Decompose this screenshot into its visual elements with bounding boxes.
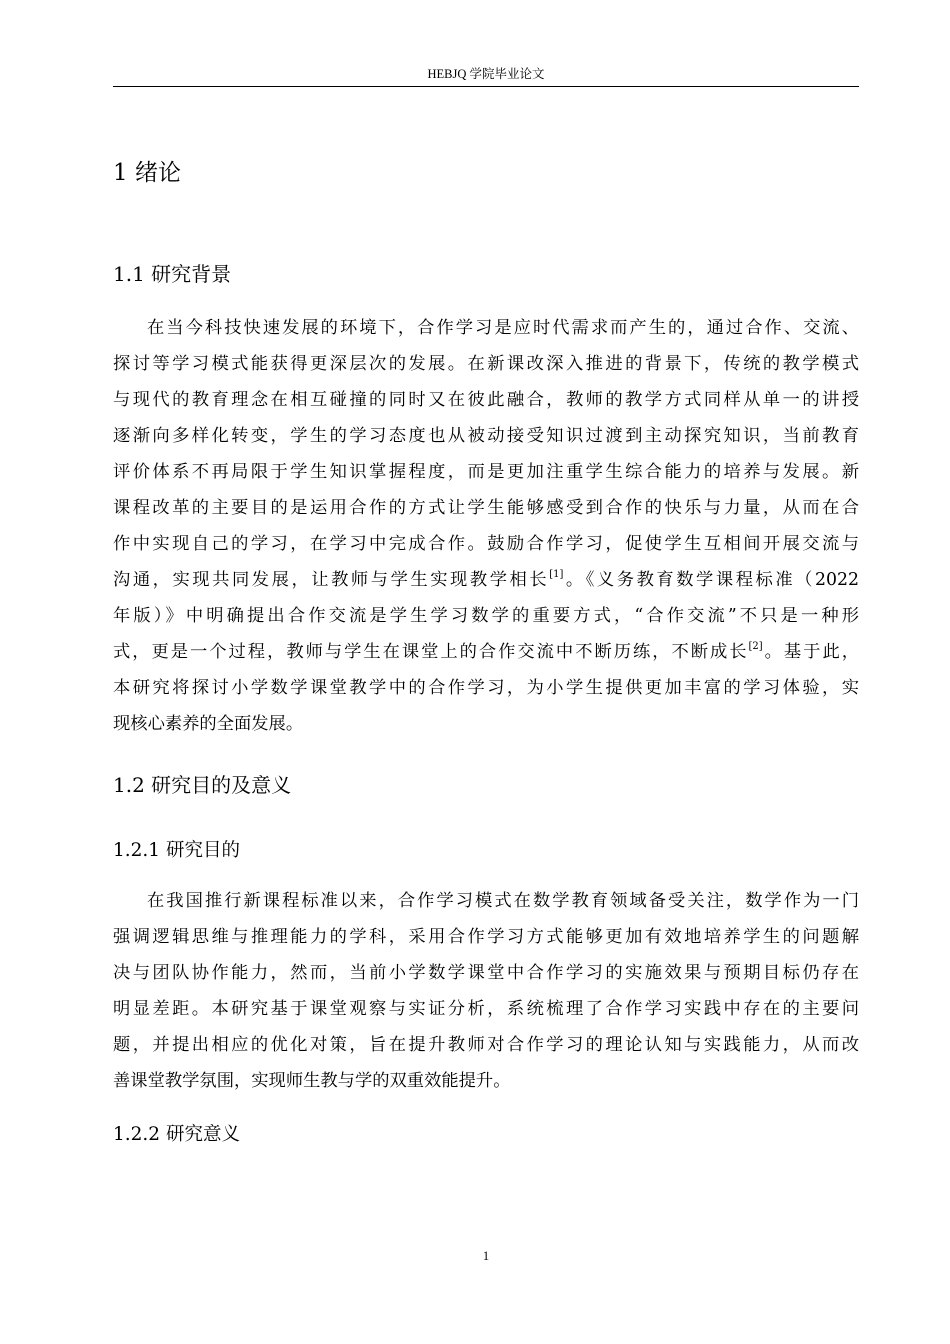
line-text: 。基于此， [762,642,859,662]
paragraph-line: 年版）》中明确提出合作交流是学生学习数学的重要方式，“合作交流”不只是一种形 [113,606,859,626]
line-text: 式，更是一个过程，教师与学生在课堂上的合作交流中不断历练，不断成长 [113,642,749,662]
section-1-1-title: 1.1 研究背景 [113,262,232,286]
paragraph-line: 与现代的教育理念在相互碰撞的同时又在彼此融合，教师的教学方式同样从单一的讲授 [113,390,859,410]
section-1-1-paragraph [113,310,859,742]
paragraph-line: 作中实现自己的学习，在学习中完成合作。鼓励合作学习，促使学生互相间开展交流与 [113,534,859,554]
header-rule [113,86,859,87]
section-1-2-2-title: 1.2.2 研究意义 [113,1124,240,1145]
citation-ref-2[interactable]: [2] [748,641,763,652]
line-text: 。《义务教育数学课程标准（2022 [563,570,859,590]
chapter-title: 1 绪论 [113,160,181,186]
paragraph-line: 逐渐向多样化转变，学生的学习态度也从被动接受知识过渡到主动探究知识，当前教育 [113,426,859,446]
citation-ref-1[interactable]: [1] [549,569,564,580]
paragraph-line: 决与团队协作能力，然而，当前小学数学课堂中合作学习的实施效果与预期目标仍存在 [113,963,859,983]
paragraph-line: 探讨等学习模式能获得更深层次的发展。在新课改深入推进的背景下，传统的教学模式 [113,354,859,374]
paragraph-line: 评价体系不再局限于学生知识掌握程度，而是更加注重学生综合能力的培养与发展。新 [113,462,859,482]
paragraph-line: 明显差距。本研究基于课堂观察与实证分析，系统梳理了合作学习实践中存在的主要问 [113,999,859,1019]
line-text: 沟通，实现共同发展，让教师与学生实现教学相长 [113,570,550,590]
paragraph-line: 善课堂教学氛围，实现师生教与学的双重效能提升。 [113,1071,511,1091]
page-number: 1 [482,1249,490,1263]
paragraph-line-with-citation [113,634,859,670]
section-1-2-title: 1.2 研究目的及意义 [113,773,292,797]
section-1-2-1-paragraph [113,883,859,1099]
paragraph-line-with-citation [113,562,859,598]
paragraph-line: 本研究将探讨小学数学课堂教学中的合作学习，为小学生提供更加丰富的学习体验，实 [113,678,859,698]
paragraph-line: 现核心素养的全面发展。 [113,714,304,734]
paragraph-line: 课程改革的主要目的是运用合作的方式让学生能够感受到合作的快乐与力量，从而在合 [113,498,859,518]
paragraph-line: 强调逻辑思维与推理能力的学科，采用合作学习方式能够更加有效地培养学生的问题解 [113,927,859,947]
paragraph-line: 题，并提出相应的优化对策，旨在提升教师对合作学习的理论认知与实践能力，从而改 [113,1035,859,1055]
running-header: HEBJQ 学院毕业论文 [427,67,545,81]
paragraph-line: 在当今科技快速发展的环境下，合作学习是应时代需求而产生的，通过合作、交流、 [147,318,859,338]
paragraph-line: 在我国推行新课程标准以来，合作学习模式在数学教育领域备受关注，数学作为一门 [147,891,859,911]
section-1-2-1-title: 1.2.1 研究目的 [113,840,240,861]
